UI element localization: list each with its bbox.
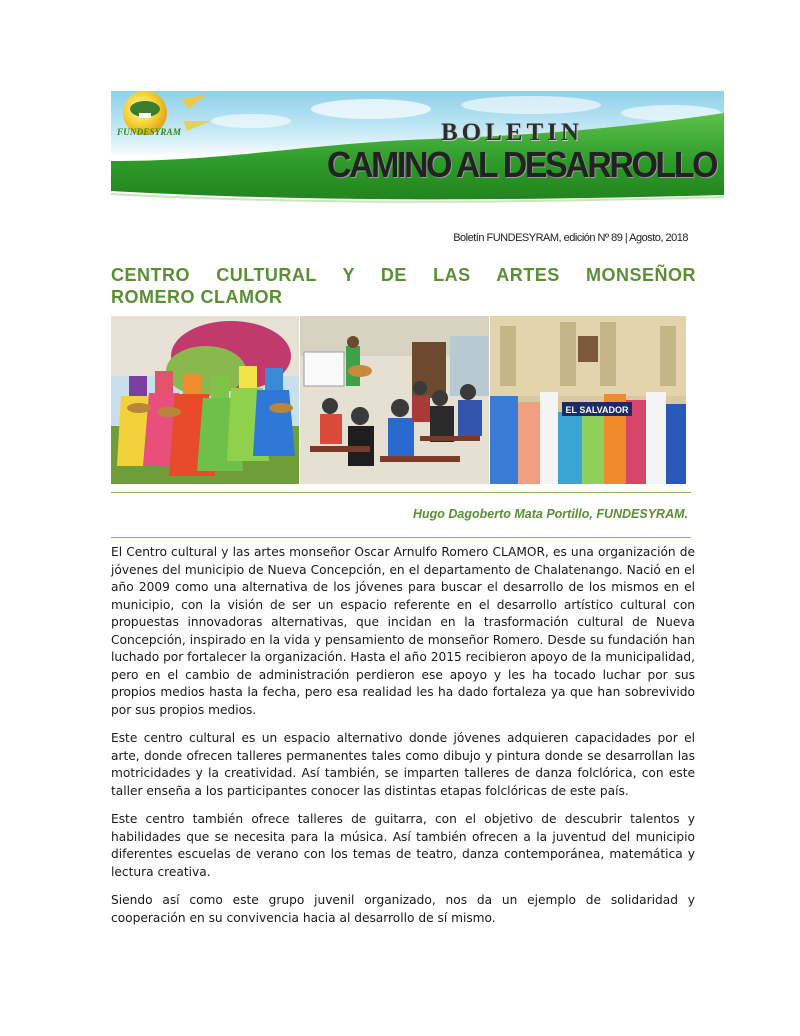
photo-banner-text: EL SALVADOR [565,405,629,415]
article-headline [111,264,696,308]
newsletter-banner [111,91,724,211]
paragraph: El Centro cultural y las artes monseñor Oscar Arnulfo Romero CLAMOR, es una organización de jóvenes del municipio de Nueva Concepción, en el departamento de Chalatenango. Nació en el año 2009 como una alternativa de los jóvenes para buscar el desarrollo de los mismos en el municipio, con la visión de ser un espacio referente en el desarrollo artístico cultural con propuestas innovadoras alternativas, que incidan en la trasformación cultural de Nueva Concepción, inspirado en la vida y pensamiento de monseñor Romero. Desde su fundación han luchado por fortalecer la organización. Hasta el año 2015 recibieron apoyo de la municipalidad, pero en el cambio de administración perdieron ese apoyo y les ha tocado luchar por sus propios medios hasta la fecha, pero esa realidad les ha dado fortaleza ya que han sobrevivido por sus propios medios. [111,545,695,717]
edition-line: Boletín FUNDESYRAM, edición Nº 89 | Agosto, 2018 [453,232,688,244]
article-author: Hugo Dagoberto Mata Portillo, FUNDESYRAM. [413,507,688,521]
photo-guitar-class [300,316,489,484]
banner-title: CAMINO AL DESARROLLO [327,144,717,185]
banner-logo-text: FUNDESYRAM [117,127,182,137]
headline-line-1: CENTRO CULTURAL Y DE LAS ARTES MONSEÑOR [111,265,696,285]
headline-line-2: ROMERO CLAMOR [111,287,283,307]
article-body [111,544,695,938]
divider-bottom [111,537,691,538]
divider-top [111,492,691,493]
banner-kicker: BOLETIN [441,119,583,146]
paragraph: Siendo así como este grupo juvenil organizado, nos da un ejemplo de solidaridad y cooperación en su convivencia hacia al desarrollo de sí mismo. [111,893,695,925]
paragraph: Este centro también ofrece talleres de guitarra, con el objetivo de descubrir talentos y habilidades que se necesita para la música. Así también ofrecen a la juventud del municipio diferentes escuelas de verano con los temas de teatro, danza contemporánea, matemática y lectura creativa. [111,812,695,879]
photo-group-church [490,316,686,484]
paragraph: Este centro cultural es un espacio alternativo donde jóvenes adquieren capacidades por el arte, donde ofrecen talleres permanentes tales como dibujo y pintura donde se desarrollan las motricidades y la creatividad. Así también, se imparten talleres de danza folclórica, con este taller enseña a los participantes conocer las distintas etapas folclóricas de este país. [111,731,695,798]
photo-dancers [111,316,299,484]
